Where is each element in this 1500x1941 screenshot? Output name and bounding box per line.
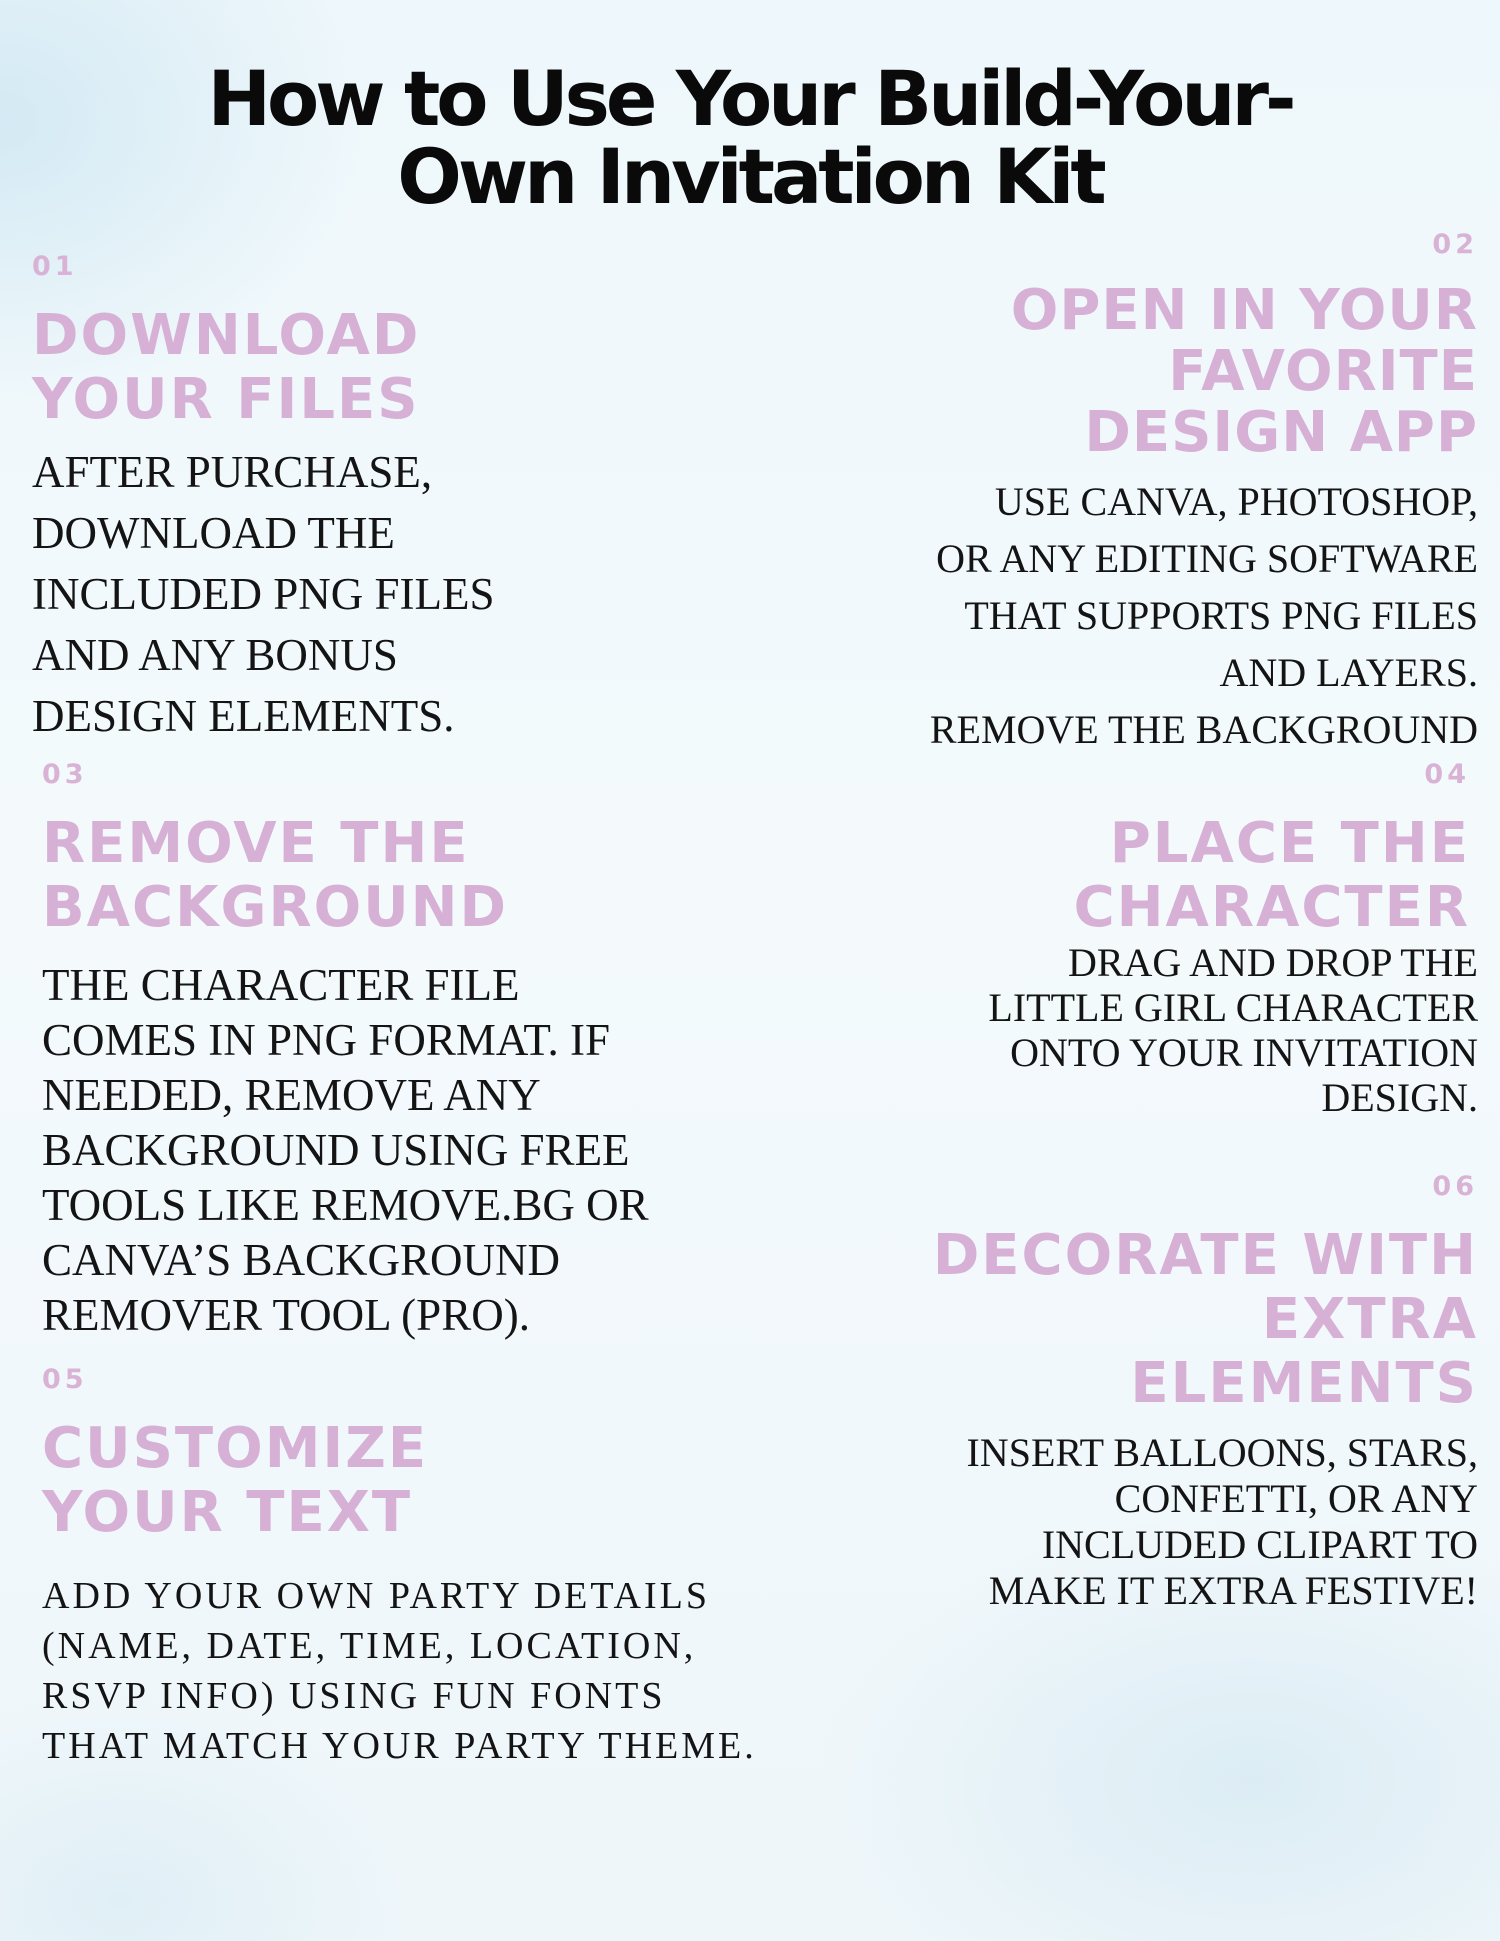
step-number: 01 [32,251,78,282]
step-05 [42,1365,842,1771]
step-body: DRAG AND DROP THE LITTLE GIRL CHARACTER ONTO YOUR INVITATION DESIGN. [988,940,1478,1120]
step-body: ADD YOUR OWN PARTY DETAILS (NAME, DATE, TIME, LOCATION, RSVP INFO) USING FUN FONTS THAT MATCH YOUR PARTY THEME. [42,1575,757,1767]
step-number: 02 [1432,229,1478,260]
step-03 [42,760,762,1343]
step-number: 06 [1432,1171,1478,1202]
step-body: AFTER PURCHASE, DOWNLOAD THE INCLUDED PNG FILES AND ANY BONUS DESIGN ELEMENTS. [32,447,495,741]
step-06 [778,1172,1478,1614]
page-title: How to Use Your Build-Your- Own Invitation Kit [207,54,1293,221]
step-heading: DECORATE WITH EXTRA ELEMENTS [932,1223,1478,1416]
step-01 [32,252,632,747]
step-02 [778,230,1478,758]
step-number: 05 [42,1364,88,1395]
step-number: 04 [1424,759,1470,790]
step-body: INSERT BALLOONS, STARS, CONFETTI, OR ANY INCLUDED CLIPART TO MAKE IT EXTRA FESTIVE! [966,1430,1478,1613]
step-04 [778,760,1478,1120]
step-heading: CUSTOMIZE YOUR TEXT [42,1416,429,1545]
step-heading: DOWNLOAD YOUR FILES [32,303,421,432]
step-body: USE CANVA, PHOTOSHOP, OR ANY EDITING SOFTWARE THAT SUPPORTS PNG FILES AND LAYERS. REMOVE THE BACKGROUND [929,479,1478,752]
step-body: THE CHARACTER FILE COMES IN PNG FORMAT. IF NEEDED, REMOVE ANY BACKGROUND USING FREE TOOLS LIKE REMOVE.BG OR CANVA’S BACKGROUND REMOVER TOOL (PRO). [42,960,649,1340]
step-number: 03 [42,759,88,790]
step-heading: OPEN IN YOUR FAVORITE DESIGN APP [1010,278,1478,465]
step-heading: REMOVE THE BACKGROUND [42,811,509,940]
step-heading: PLACE THE CHARACTER [1073,811,1470,940]
